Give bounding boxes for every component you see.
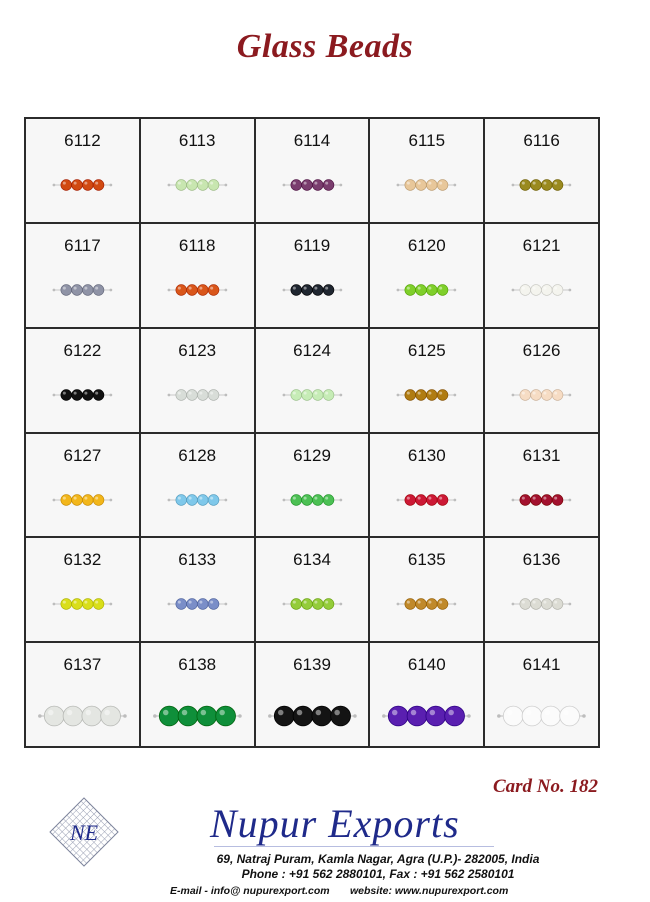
bead-code: 6135 bbox=[407, 550, 446, 570]
bead-swatch bbox=[485, 224, 598, 327]
bead-code: 6112 bbox=[64, 131, 101, 150]
bead-swatch bbox=[485, 329, 598, 432]
bead-strand bbox=[485, 385, 598, 405]
bead-strand bbox=[26, 490, 139, 510]
bead-strand bbox=[141, 385, 254, 405]
bead-swatch bbox=[485, 643, 598, 746]
bead-swatch bbox=[370, 119, 483, 222]
bead-code: 6113 bbox=[178, 131, 216, 150]
bead-code: 6128 bbox=[178, 445, 217, 465]
bead-swatch bbox=[256, 643, 369, 746]
bead-swatch bbox=[256, 434, 369, 537]
bead-code: 6122 bbox=[63, 340, 102, 360]
bead-code: 6140 bbox=[407, 655, 446, 675]
bead-swatch bbox=[26, 119, 139, 222]
bead-code: 6124 bbox=[293, 340, 331, 360]
bead-code: 6127 bbox=[63, 445, 102, 465]
bead-swatch bbox=[256, 538, 369, 641]
bead-code: 6134 bbox=[293, 550, 331, 570]
bead-code: 6130 bbox=[407, 445, 446, 465]
phone-fax-line: Phone : +91 562 2880101, Fax : +91 562 2580101 bbox=[241, 867, 515, 881]
bead-code: 6139 bbox=[293, 655, 331, 675]
bead-strand bbox=[26, 280, 139, 300]
bead-swatch bbox=[370, 224, 483, 327]
bead-strand bbox=[370, 280, 483, 300]
bead-strand bbox=[141, 280, 254, 300]
bead-strand bbox=[485, 490, 598, 510]
bead-strand bbox=[26, 594, 139, 614]
bead-strand bbox=[370, 703, 483, 729]
bead-strand bbox=[141, 594, 254, 614]
bead-code: 6136 bbox=[522, 550, 561, 570]
bead-code: 6117 bbox=[64, 235, 101, 255]
bead-grid bbox=[24, 117, 600, 748]
bead-swatch bbox=[485, 434, 598, 537]
bead-strand bbox=[370, 594, 483, 614]
bead-swatch bbox=[141, 538, 254, 641]
email-text: E-mail - info@ nupurexport.com bbox=[170, 885, 330, 897]
bead-swatch bbox=[256, 224, 369, 327]
bead-code: 6119 bbox=[293, 235, 331, 255]
bead-strand bbox=[26, 703, 139, 729]
bead-code: 6125 bbox=[407, 340, 446, 360]
bead-strand bbox=[256, 175, 369, 195]
bead-swatch bbox=[26, 538, 139, 641]
bead-strand bbox=[485, 175, 598, 195]
bead-code: 6120 bbox=[407, 235, 446, 255]
bead-swatch bbox=[141, 434, 254, 537]
bead-swatch bbox=[141, 643, 254, 746]
bead-strand bbox=[256, 703, 369, 729]
bead-strand bbox=[26, 385, 139, 405]
bead-swatch bbox=[370, 643, 483, 746]
bead-strand bbox=[370, 385, 483, 405]
bead-swatch bbox=[141, 119, 254, 222]
bead-code: 6116 bbox=[523, 131, 560, 150]
website-text: website: www.nupurexport.com bbox=[350, 885, 509, 897]
bead-code: 6129 bbox=[293, 445, 331, 465]
bead-swatch bbox=[370, 329, 483, 432]
bead-swatch bbox=[485, 119, 598, 222]
company-logo bbox=[48, 796, 120, 868]
company-underline bbox=[214, 846, 494, 847]
bead-strand bbox=[485, 703, 598, 729]
bead-strand bbox=[370, 175, 483, 195]
bead-code: 6115 bbox=[408, 131, 446, 150]
bead-strand bbox=[256, 594, 369, 614]
bead-swatch bbox=[256, 329, 369, 432]
bead-code: 6126 bbox=[522, 340, 561, 360]
bead-strand bbox=[485, 280, 598, 300]
bead-code: 6114 bbox=[293, 131, 331, 150]
bead-strand bbox=[141, 490, 254, 510]
bead-swatch bbox=[370, 538, 483, 641]
page-title: Glass Beads bbox=[236, 28, 414, 65]
logo-monogram: NE bbox=[69, 820, 99, 845]
bead-code: 6121 bbox=[522, 235, 561, 255]
bead-code: 6118 bbox=[178, 235, 216, 255]
bead-code: 6133 bbox=[178, 550, 217, 570]
bead-swatch bbox=[370, 434, 483, 537]
bead-strand bbox=[26, 175, 139, 195]
bead-strand bbox=[256, 490, 369, 510]
card-number: Card No. 182 bbox=[492, 776, 598, 797]
bead-swatch bbox=[26, 643, 139, 746]
bead-strand bbox=[256, 280, 369, 300]
bead-strand bbox=[485, 594, 598, 614]
bead-code: 6138 bbox=[178, 655, 217, 675]
bead-swatch bbox=[26, 329, 139, 432]
bead-swatch bbox=[26, 224, 139, 327]
bead-code: 6131 bbox=[522, 445, 561, 465]
bead-swatch bbox=[26, 434, 139, 537]
bead-code: 6137 bbox=[63, 655, 102, 675]
bead-strand bbox=[141, 175, 254, 195]
bead-code: 6132 bbox=[63, 550, 102, 570]
bead-swatch bbox=[256, 119, 369, 222]
bead-swatch bbox=[141, 329, 254, 432]
company-name: Nupur Exports bbox=[210, 801, 460, 846]
bead-code: 6141 bbox=[522, 655, 561, 675]
bead-strand bbox=[256, 385, 369, 405]
bead-strand bbox=[370, 490, 483, 510]
bead-swatch bbox=[141, 224, 254, 327]
bead-swatch bbox=[485, 538, 598, 641]
bead-code: 6123 bbox=[178, 340, 217, 360]
bead-strand bbox=[141, 703, 254, 729]
address-line: 69, Natraj Puram, Kamla Nagar, Agra (U.P.)- 282005, India bbox=[216, 852, 540, 866]
